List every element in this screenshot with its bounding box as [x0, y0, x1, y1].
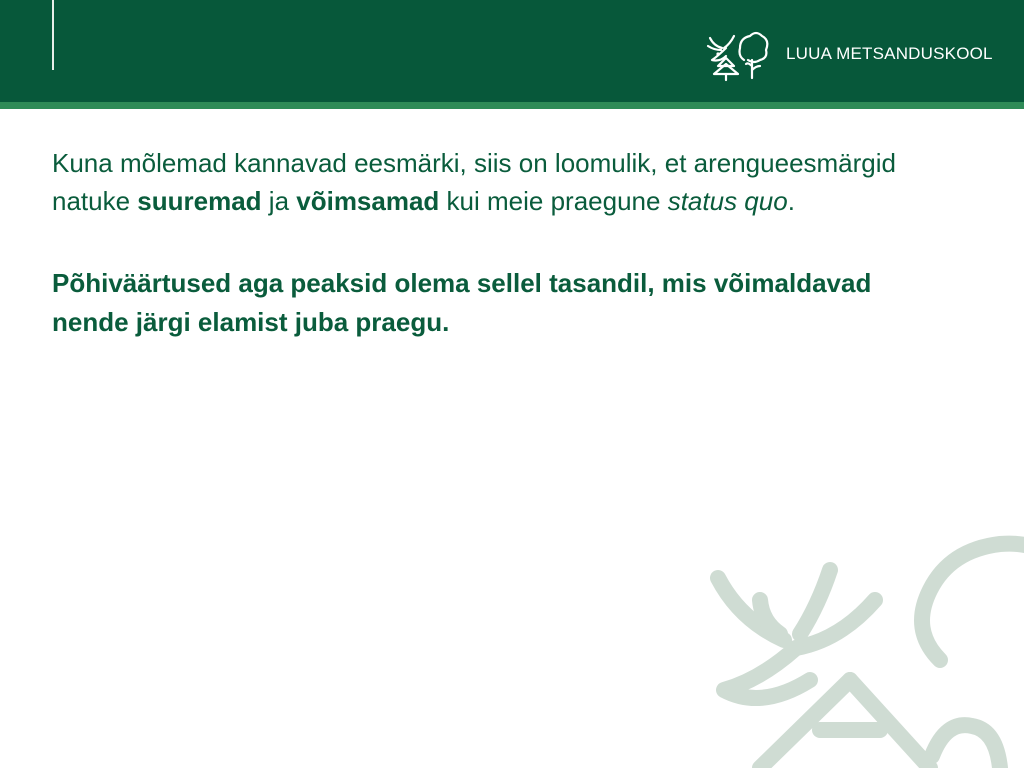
forest-emblem-watermark-icon — [700, 530, 1024, 768]
brand-logo[interactable] — [704, 26, 993, 82]
emphasis-status-quo: status quo — [667, 186, 788, 216]
header-stripe — [0, 102, 1024, 109]
paragraph-core-values: Põhiväärtused aga peaksid olema sellel tasandil, mis võimaldavad nende järgi elamist juba praegu. — [52, 268, 872, 337]
paragraph-goals-text-1: Kuna mõlemad kannavad eesmärki, siis on loomulik, et arengueesmärgid natuke — [52, 148, 896, 216]
slide-content — [52, 144, 952, 342]
paragraph-goals — [52, 144, 952, 220]
emphasis-stronger: võimsamad — [296, 186, 440, 216]
paragraph-goals-text-2: ja — [261, 186, 297, 216]
brand-name: LUUA METSANDUSKOOL — [786, 44, 993, 63]
header-divider — [52, 0, 54, 70]
header-bar — [0, 0, 1024, 102]
paragraph-goals-text-4: . — [787, 186, 795, 216]
emphasis-bigger: suuremad — [137, 186, 262, 216]
paragraph-goals-text-3: kui meie praegune — [439, 186, 668, 216]
forest-emblem-icon — [704, 26, 772, 82]
